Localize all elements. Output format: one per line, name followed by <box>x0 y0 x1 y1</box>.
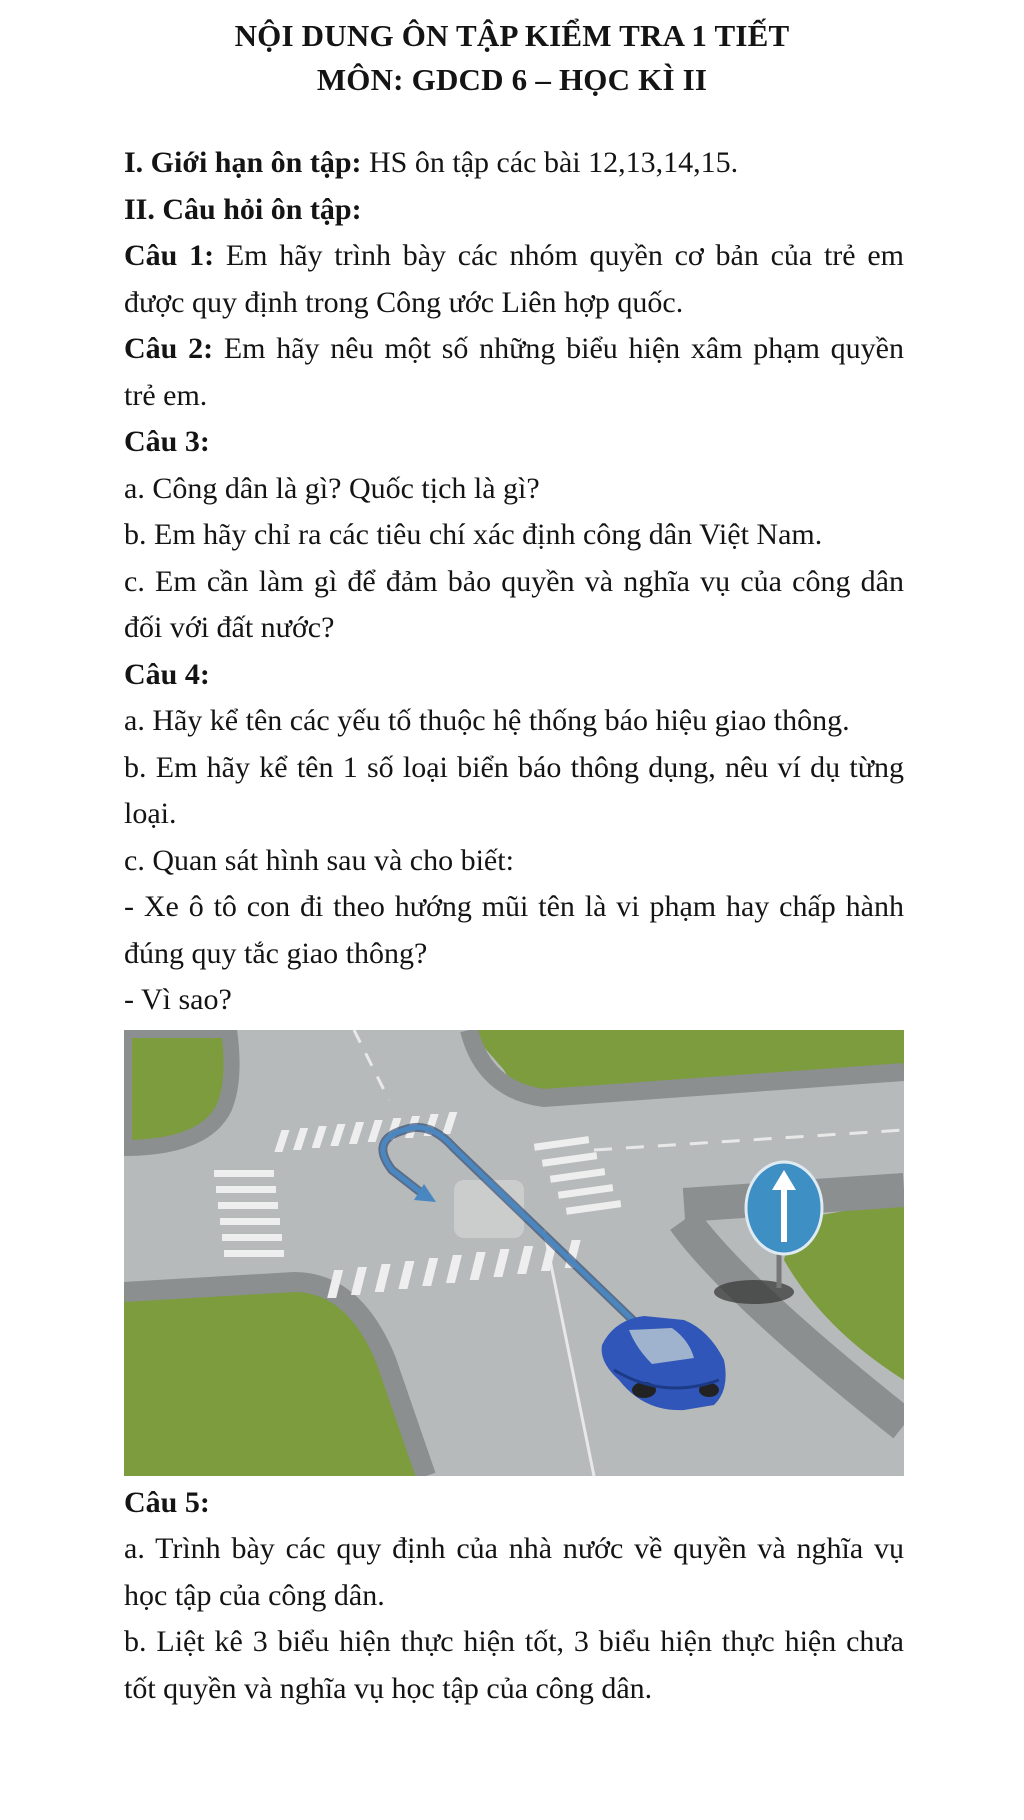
straight-ahead-sign-icon <box>746 1162 822 1254</box>
question-4c-item-1: - Xe ô tô con đi theo hướng mũi tên là vi phạm hay chấp hành đúng quy tắc giao thông? <box>124 890 904 970</box>
question-4b: b. Em hãy kể tên 1 số loại biển báo thông dụng, nêu ví dụ từng loại. <box>124 750 904 830</box>
question-5b: b. Liệt kê 3 biểu hiện thực hiện tốt, 3 biểu hiện thực hiện chưa tốt quyền và nghĩa vụ học tập của công dân. <box>124 1625 904 1705</box>
section-scope-text: HS ôn tập các bài 12,13,14,15. <box>361 146 739 179</box>
question-3a: a. Công dân là gì? Quốc tịch là gì? <box>124 471 540 505</box>
question-4c-item-2: - Vì sao? <box>124 983 232 1016</box>
intersection-illustration <box>124 1030 904 1476</box>
question-2-text: Em hãy nêu một số những biểu hiện xâm phạm quyền trẻ em. <box>124 332 904 412</box>
question-3c: c. Em cần làm gì để đảm bảo quyền và nghĩa vụ của công dân đối với đất nước? <box>124 564 904 644</box>
question-3-label: Câu 3: <box>124 425 210 458</box>
question-4-heading <box>124 652 904 699</box>
question-4a: a. Hãy kể tên các yếu tố thuộc hệ thống báo hiệu giao thông. <box>124 704 850 737</box>
section-questions-label: II. Câu hỏi ôn tập: <box>124 192 362 226</box>
section-scope-label: I. Giới hạn ôn tập: <box>124 146 362 179</box>
question-5a: a. Trình bày các quy định của nhà nước về quyền và nghĩa vụ học tập của công dân. <box>124 1532 904 1612</box>
road-intersection-image <box>124 1030 904 1476</box>
question-1 <box>124 233 904 326</box>
question-5-heading <box>124 1480 904 1527</box>
question-4c: c. Quan sát hình sau và cho biết: <box>124 843 514 877</box>
question-2 <box>124 326 904 419</box>
question-3-heading <box>124 419 904 466</box>
section-questions-heading <box>124 187 904 234</box>
question-1-label: Câu 1: <box>124 239 215 272</box>
question-4-label: Câu 4: <box>124 657 210 691</box>
question-1-text: Em hãy trình bày các nhóm quyền cơ bản của trẻ em được quy định trong Công ước Liên hợp quốc. <box>124 239 905 319</box>
question-5-label: Câu 5: <box>124 1485 210 1519</box>
question-2-label: Câu 2: <box>124 332 214 365</box>
document-content <box>124 140 904 1712</box>
document-title-line-1: NỘI DUNG ÔN TẬP KIỂM TRA 1 TIẾT <box>234 18 790 53</box>
section-scope <box>124 140 904 187</box>
question-3b: b. Em hãy chỉ ra các tiêu chí xác định công dân Việt Nam. <box>124 518 823 551</box>
document-title-line-2: MÔN: GDCD 6 – HỌC KÌ II <box>316 62 708 97</box>
sign-shadow <box>714 1280 794 1304</box>
